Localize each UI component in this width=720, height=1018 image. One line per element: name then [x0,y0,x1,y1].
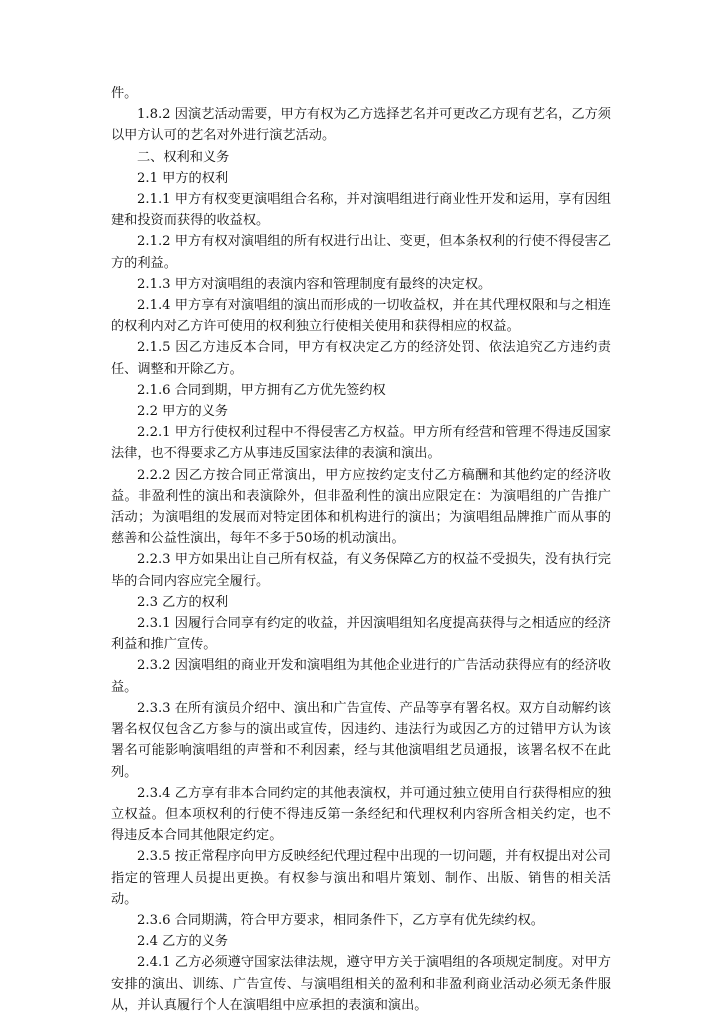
document-page [111,83,611,1016]
subheading-party-b-rights: 2.3 乙方的权利 [137,594,229,610]
paragraph-2-3-3: 2.3.3 在所有演员介绍中、演出和广告宣传、产品等享有署名权。双方自动解约该署名权仅包含乙方参与的演出或宣传，因违约、违法行为或因乙方的过错甲方认为该署名可能影响演唱组的声誉和不利因素，经与其他演唱组艺员通报，该署名权不在此列。 [111,700,611,780]
paragraph-1-8-2: 1.8.2 因演艺活动需要，甲方有权为乙方选择艺名并可更改乙方现有艺名，乙方须以甲方认可的艺名对外进行演艺活动。 [111,107,611,144]
paragraph-intro-tail: 件。 [111,86,138,101]
paragraph-2-2-1: 2.2.1 甲方行使权利过程中不得侵害乙方权益。甲方所有经营和管理不得违反国家法律，也不得要求乙方从事违反国家法律的表演和演出。 [111,425,611,462]
subheading-party-b-obligations: 2.4 乙方的义务 [137,934,229,950]
paragraph-2-1-3: 2.1.3 甲方对演唱组的表演内容和管理制度有最终的决定权。 [137,276,492,292]
paragraph-2-1-2: 2.1.2 甲方有权对演唱组的所有权进行出让、变更，但本条权利的行使不得侵害乙方的利益。 [111,234,611,271]
paragraph-2-4-1: 2.4.1 乙方必须遵守国家法律法规，遵守甲方关于演唱组的各项规定制度。对甲方安排的演出、训练、广告宣传、与演唱组相关的盈利和非盈利商业活动必须无条件服从，并认真履行个人在演唱组中应承担的表演和演出。 [111,955,611,1013]
paragraph-2-1-6: 2.1.6 合同到期，甲方拥有乙方优先签约权 [137,382,386,398]
paragraph-2-1-5: 2.1.5 因乙方违反本合同，甲方有权决定乙方的经济处罚、依法追究乙方违约责任、调整和开除乙方。 [111,340,611,377]
paragraph-2-1-4: 2.1.4 甲方享有对演唱组的演出而形成的一切收益权，并在其代理权限和与之相连的权利内对乙方许可使用的权利独立行使相关使用和获得相应的权益。 [111,298,611,335]
paragraph-2-3-2: 2.3.2 因演唱组的商业开发和演唱组为其他企业进行的广告活动获得应有的经济收益。 [111,658,611,695]
paragraph-2-2-2: 2.2.2 因乙方按合同正常演出，甲方应按约定支付乙方稿酬和其他约定的经济收益。非盈利性的演出和表演除外，但非盈利性的演出应限定在：为演唱组的广告推广活动；为演唱组的发展而对特定团体和机构进行的演出；为演唱组品牌推广而从事的慈善和公益性演出，每年不多于50场的机动演出。 [111,467,611,547]
paragraph-2-2-3: 2.2.3 甲方如果出让自己所有权益，有义务保障乙方的权益不受损失，没有执行完毕的合同内容应完全履行。 [111,552,611,589]
paragraph-2-3-1: 2.3.1 因履行合同享有约定的收益，并因演唱组知名度提高获得与之相适应的经济利益和推广宣传。 [111,616,611,653]
subheading-party-a-rights: 2.1 甲方的权利 [137,170,229,186]
paragraph-2-3-5: 2.3.5 按正常程序向甲方反映经纪代理过程中出现的一切问题，并有权提出对公司指定的管理人员提出更换。有权参与演出和唱片策划、制作、出版、销售的相关活动。 [111,849,611,907]
paragraph-2-3-6: 2.3.6 合同期满，符合甲方要求，相同条件下，乙方享有优先续约权。 [137,912,544,928]
paragraph-2-1-1: 2.1.1 甲方有权变更演唱组合名称，并对演唱组进行商业性开发和运用，享有因组建和投资而获得的收益权。 [111,192,611,229]
paragraph-2-3-4: 2.3.4 乙方享有非本合同约定的其他表演权，并可通过独立使用自行获得相应的独立权益。但本项权利的行使不得违反第一条经纪和代理权利内容所含相关约定，也不得违反本合同其他限定约定。 [111,785,611,844]
section-heading-rights-obligations: 二、权利和义务 [137,149,230,165]
subheading-party-a-obligations: 2.2 甲方的义务 [137,404,229,420]
